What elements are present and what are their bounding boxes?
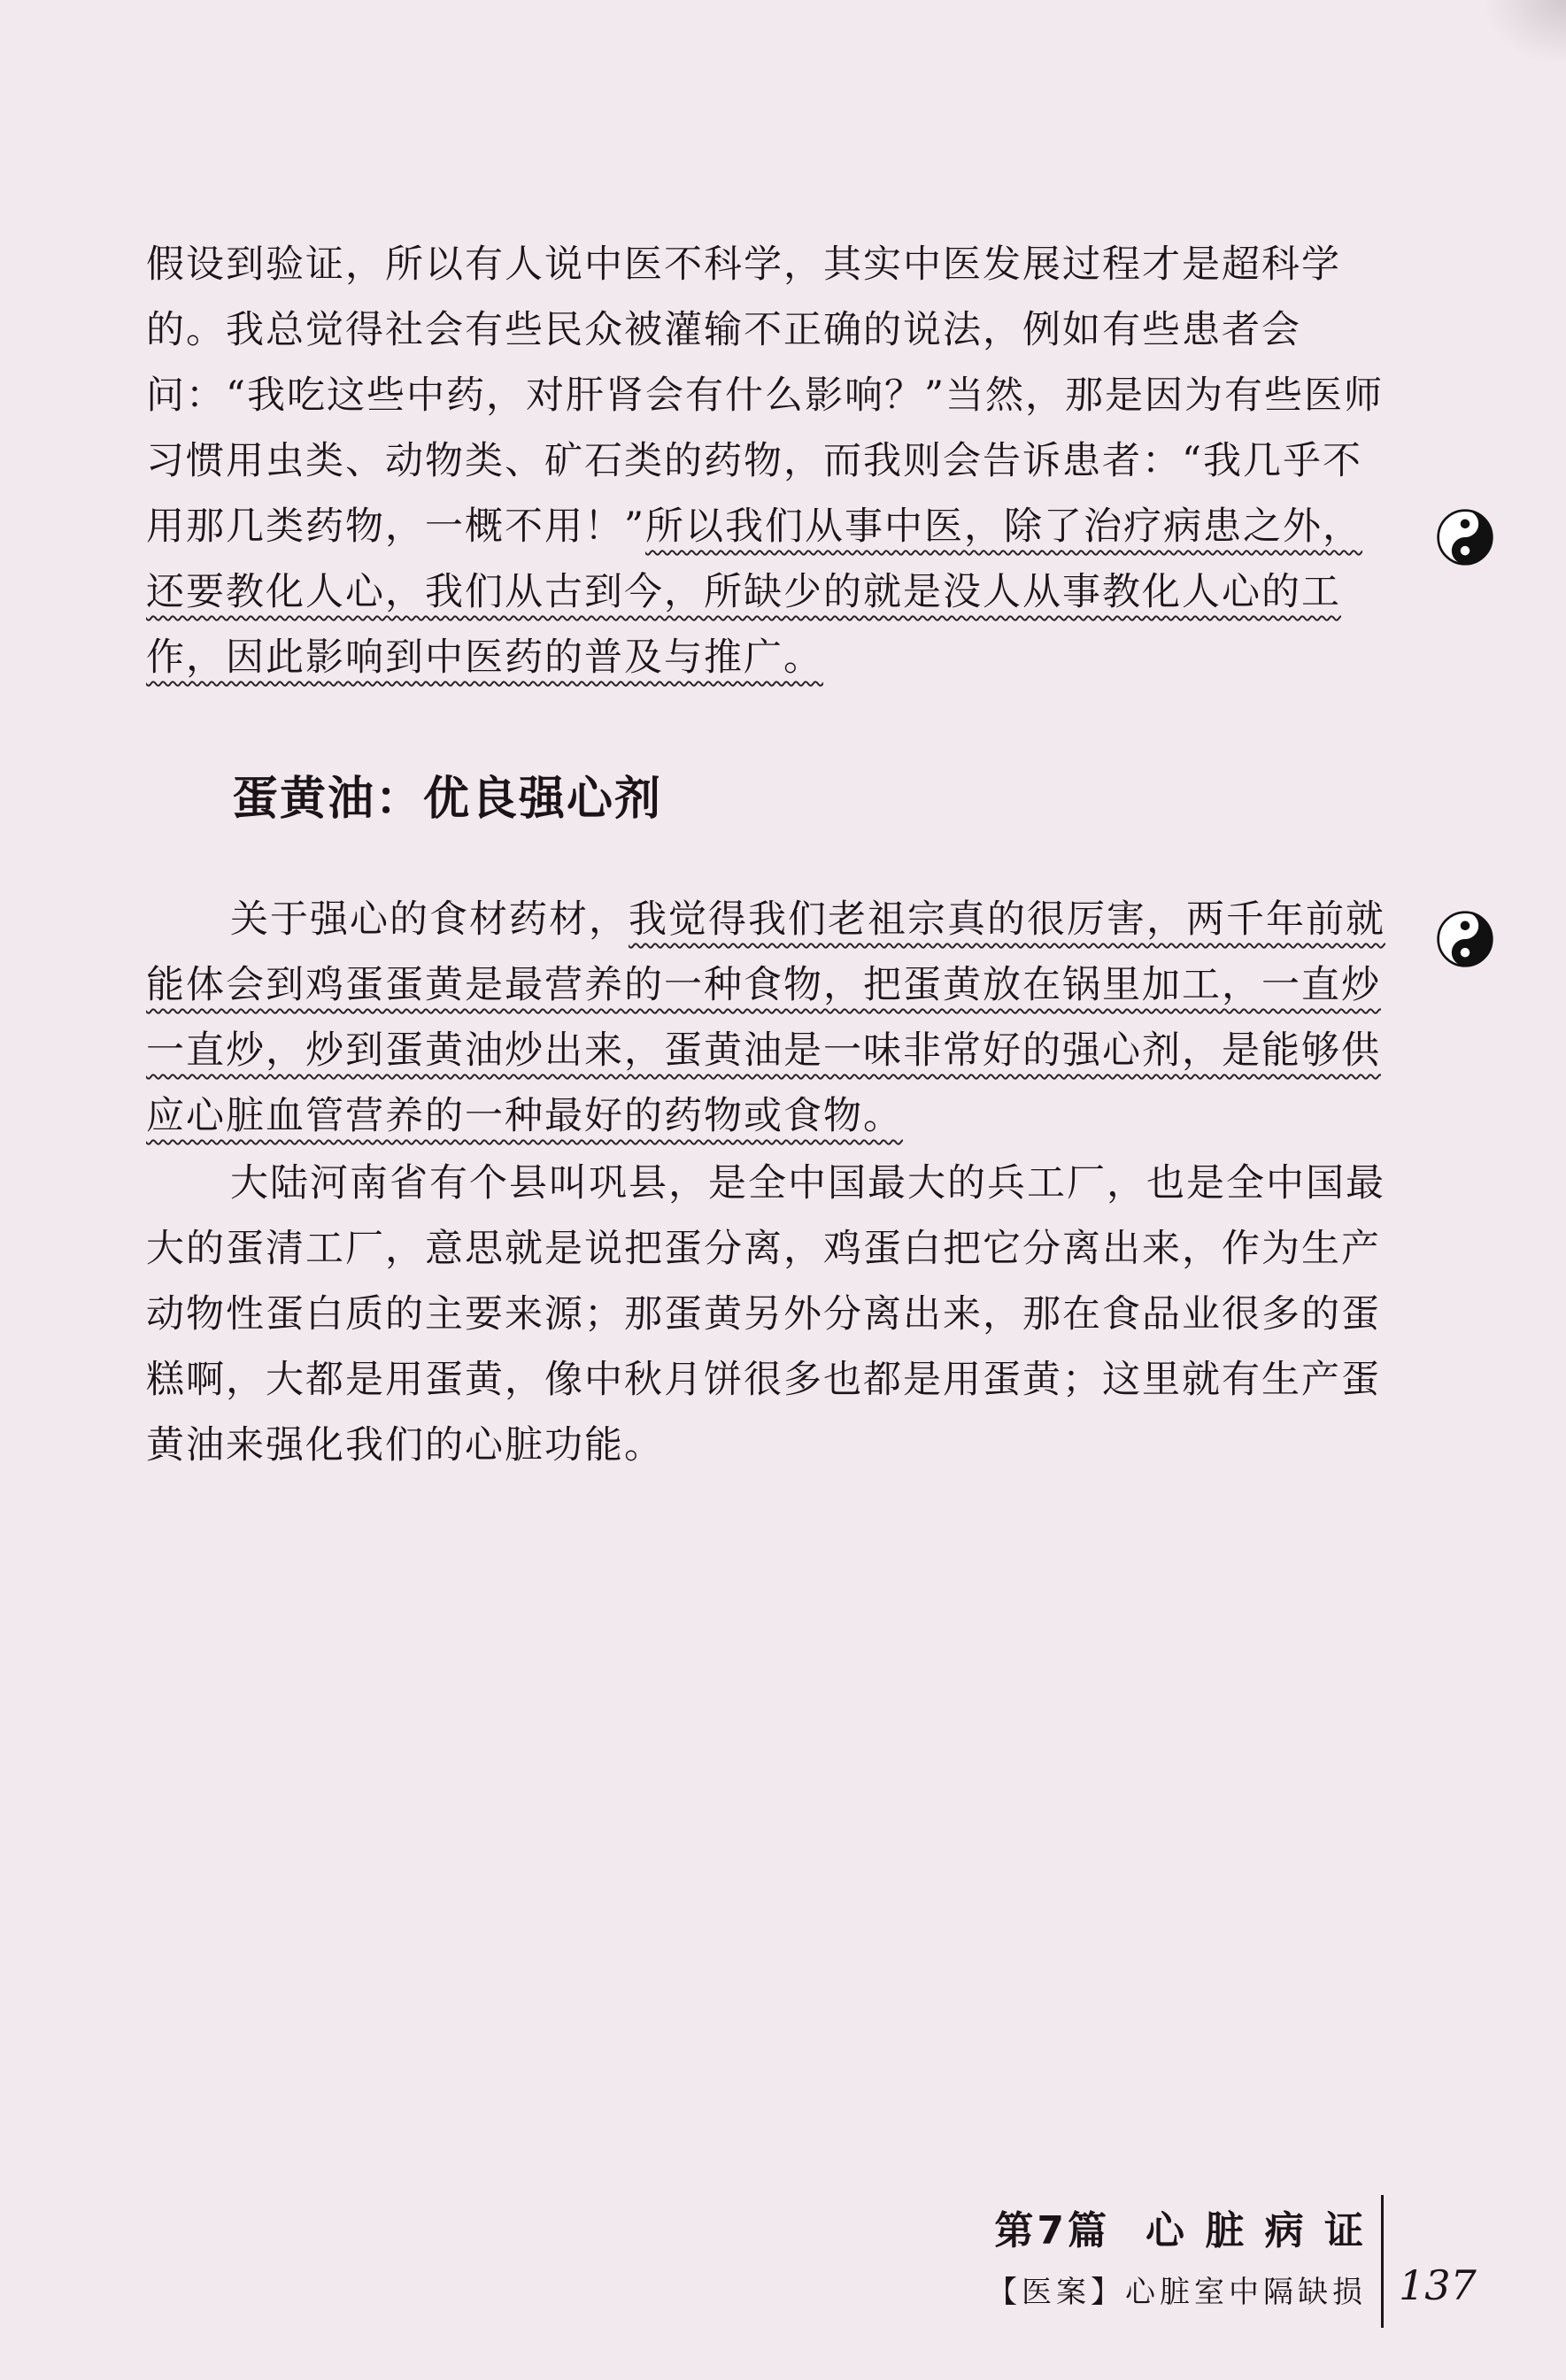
paragraph-2	[146, 887, 1385, 1149]
paragraph-2-text: 关于强心的食材药材，	[230, 897, 629, 942]
footer-title: 心 脏 病 证	[1146, 2208, 1367, 2253]
footer-divider	[1381, 2195, 1384, 2328]
footer-chapter: 第7篇	[994, 2208, 1111, 2253]
paragraph-1	[146, 232, 1385, 690]
paragraph-3: 大陆河南省有个县叫巩县，是全中国最大的兵工厂，也是全中国最大的蛋清工厂，意思就是说把蛋分离，鸡蛋白把它分离出来，作为生产动物性蛋白质的主要来源；那蛋黄另外分离出来，那在食品业很多的蛋糕啊，大都是用蛋黄，像中秋月饼很多也都是用蛋黄；这里就有生产蛋黄油来强化我们的心脏功能。	[146, 1161, 1385, 1467]
section-heading: 蛋黄油：优良强心剂	[232, 773, 663, 826]
page-number: 137	[1399, 2261, 1477, 2309]
paragraph-2-underlined-text: 我觉得我们老祖宗真的很厉害，两千年前就能体会到鸡蛋蛋黄是最营养的一种食物，把蛋黄放在锅里加工，一直炒一直炒，炒到蛋黄油炒出来，蛋黄油是一味非常好的强心剂，是能够供应心脏血管营养的一种最好的药物或食物。	[146, 897, 1385, 1138]
footer-subtitle: 【医案】心脏室中隔缺损	[987, 2275, 1367, 2310]
paragraph-1-text: 假设到验证，所以有人说中医不科学，其实中医发展过程才是超科学的。我总觉得社会有些民众被灌输不正确的说法，例如有些患者会问：“我吃这些中药，对肝肾会有什么影响？”当然，那是因为有些医师习惯用虫类、动物类、矿石类的药物，而我则会告诉患者：“我几乎不用那几类药物，一概不用！”	[146, 243, 1384, 549]
page-corner-smudge	[1486, 0, 1566, 62]
footer-chapter-title	[994, 2199, 1367, 2255]
paragraph-1-underlined-text: 所以我们从事中医，除了治疗病患之外，还要教化人心，我们从古到今，所缺少的就是没人从事教化人心的工作，因此影响到中医药的普及与推广。	[146, 504, 1362, 680]
yin-yang-icon	[1436, 910, 1494, 968]
yin-yang-icon	[1436, 508, 1494, 566]
